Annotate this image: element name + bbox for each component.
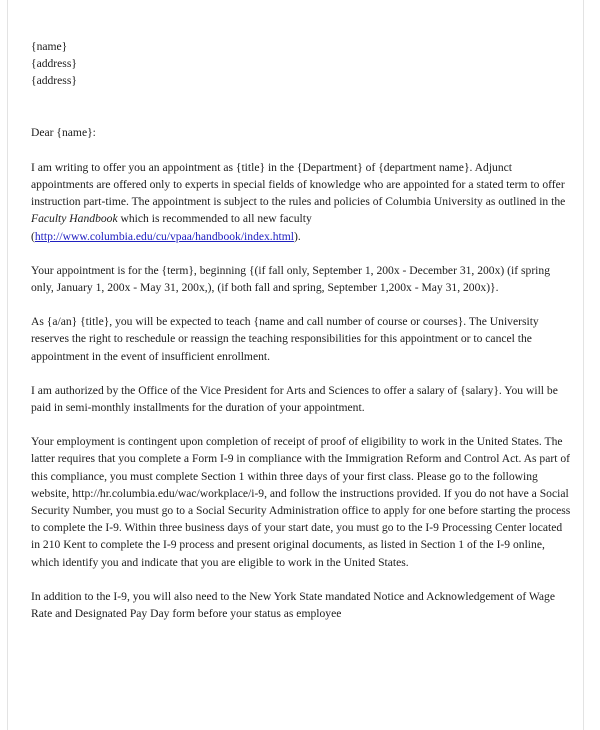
faculty-handbook-link[interactable]: http://www.columbia.edu/cu/vpaa/handbook/index.html [34, 229, 294, 243]
address-line-1: {address} [31, 57, 77, 71]
page-right-edge-line [583, 0, 584, 730]
paragraph-appointment-offer [31, 159, 572, 245]
salutation: Dear {name}: [31, 125, 96, 139]
paragraph-teaching-duties: As {a/an} {title}, you will be expected to teach {name and call number of course or courses}. The University reserves the right to reschedule or reassign the teaching responsibilities for this appointment or to cancel the appointment in the event of insufficient enrollment. [31, 315, 539, 363]
paragraph-1-text-part-1: I am writing to offer you an appointment as {title} in the {Department} of {department name}. Adjunct appointments are offered only to experts in special fields of knowledge who are appointed for a stated term to offer instruction part-time. The appointment is subject to the rules and policies of Columbia University as outlined in the [31, 160, 566, 209]
paragraph-i9-employment-eligibility [31, 433, 572, 571]
paragraph-wage-notice: In addition to the I-9, you will also need to the New York State mandated Notice and Acknowledgement of Wage Rate and Designated Pay Day form before your status as employee [31, 589, 555, 621]
paragraph-5-text-part-1: Your employment is contingent upon completion of receipt of proof of eligibility to work in the United States. The latter requires that you complete a Form I-9 in compliance with the Immigration Reform and Control Act. As part of this compliance, you must complete Section 1 within three days of your first class. Please go to the following website, [31, 435, 570, 500]
paragraph-appointment-term: Your appointment is for the {term}, beginning {(if fall only, September 1, 200x - December 31, 200x) (if spring only, January 1, 200x - May 31, 200x,), (if both fall and spring, September 1,200x - May 31, 200x)}. [31, 263, 550, 295]
recipient-address-block [31, 38, 572, 90]
paragraph-5-text-part-2: , and follow the instructions provided. If you do not have a Social Security Number, you must go to a Social Security Administration office to apply for one before starting the process to complete the I-9. Within three business days of your start date, you must go to the I-9 Processing Center located in 210 Kent to complete the I-9 process and present original documents, as listed in Section 1 of the I-9 online, which identify you and indicate that you are eligible to work in the United States. [31, 486, 571, 569]
page-left-edge-line [7, 0, 8, 730]
letter-sheet [31, 0, 573, 730]
address-line-2: {address} [31, 74, 77, 88]
faculty-handbook-title: Faculty Handbook [31, 212, 118, 226]
address-line-name: {name} [31, 40, 68, 53]
paragraph-1-text-part-2: which is recommended to all new faculty ( [31, 212, 312, 243]
paragraph-salary: I am authorized by the Office of the Vice President for Arts and Sciences to offer a salary of {salary}. You will be paid in semi-monthly installments for the duration of your appointment. [31, 383, 558, 415]
i9-website-url: http://hr.columbia.edu/wac/workplace/i-9 [72, 486, 265, 500]
paragraph-1-text-part-3: ). [293, 229, 301, 243]
letter-body [31, 38, 572, 622]
